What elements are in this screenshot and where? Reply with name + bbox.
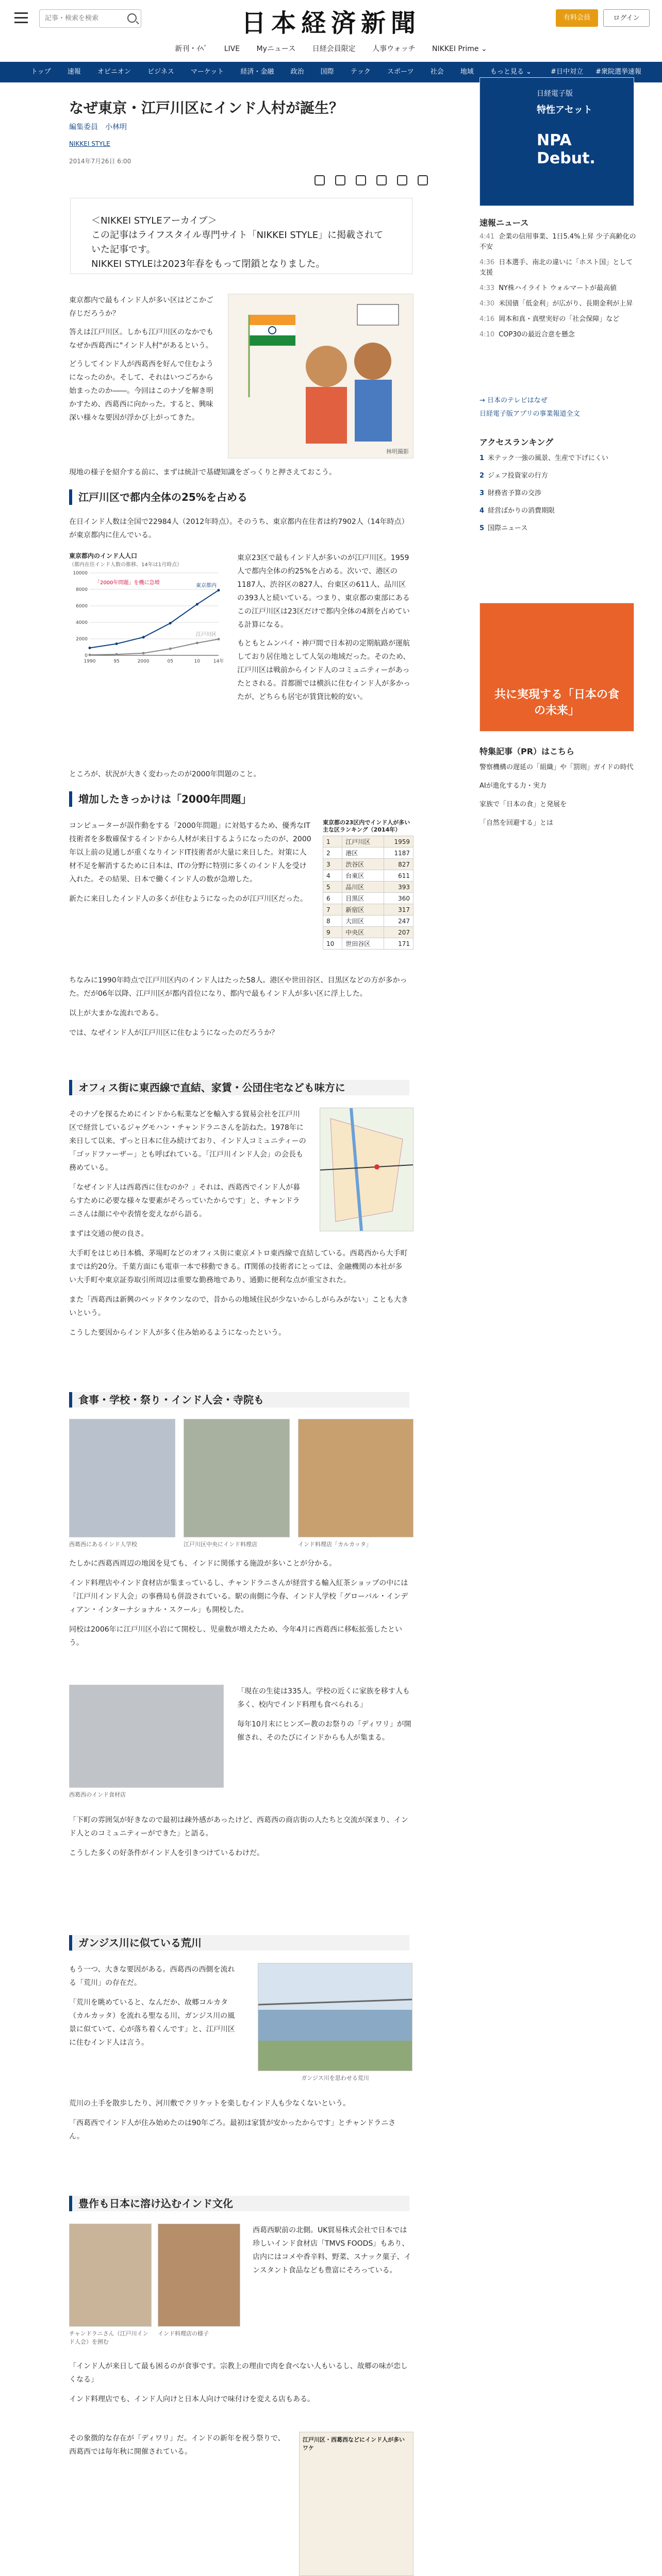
table-cell: 大田区 bbox=[342, 916, 384, 927]
ranking-item[interactable] bbox=[479, 506, 639, 516]
news-item[interactable] bbox=[479, 258, 639, 278]
paragraph: また「西葛西は新興のベッドタウンなので、昔からの地域住民が少ないからしがらみがない」ことも大きいという。 bbox=[69, 1296, 408, 1317]
subnav-item[interactable]: 日経会員限定 bbox=[312, 45, 356, 53]
paragraph: まずは交通の便の良さ。 bbox=[69, 1230, 148, 1238]
print-icon[interactable] bbox=[315, 175, 325, 185]
gift-icon[interactable] bbox=[356, 175, 366, 185]
paragraph: そのナゾを探るためにインドから転業などを輸入する貿易会社を江戸川区で経営しているジャグモハン・チャンドラニさんを訪ねた。1978年に来日して以来、ずっと日本に住み続けており、インド人コミュニティーの「ゴッドファーザー」とも呼ばれている。「江戸川インド人会」の会長も務めている。 bbox=[69, 1110, 306, 1172]
paragraph: 東京都内で最もインド人が多い区はどこかご存じだろうか？ bbox=[69, 296, 213, 318]
paragraph: 「荒川を眺めていると、なんだか、故郷コルカタ（カルカッタ）を流れる聖なる川、ガンジス川の風景に似ていて、心が落ち着くんです」と、江戸川区に住むインド人は言う。 bbox=[69, 1998, 235, 2047]
ranking-item[interactable] bbox=[479, 488, 639, 499]
nav-item[interactable]: 速報 bbox=[67, 68, 81, 76]
ganges-text bbox=[69, 1963, 239, 2049]
illustration-image bbox=[228, 294, 413, 459]
news-text: COP30の最近合意を懸念 bbox=[499, 331, 575, 338]
area-map bbox=[320, 1108, 413, 1231]
archive-notice: ＜NIKKEI STYLEアーカイブ＞ この記事はライフスタイル専門サイト「NIKKEI STYLE」に掲載されていた記事です。 NIKKEI STYLEは2023年春をもって閉鎖となりました。 bbox=[70, 198, 412, 274]
table-cell: 1 bbox=[323, 836, 342, 848]
nav-item[interactable]: もっと見る ⌄ bbox=[490, 68, 532, 76]
ranking-list bbox=[479, 453, 639, 541]
table-row bbox=[323, 938, 413, 950]
paragraph: 同校は2006年に江戸川区小岩にて開校し、児童数が増えたため、今年4月に西葛西に移転拡張したという。 bbox=[69, 1625, 402, 1647]
news-time: 4:33 bbox=[479, 284, 495, 292]
subnav-item[interactable]: LIVE bbox=[224, 45, 240, 53]
street-photo bbox=[184, 1419, 290, 1537]
image-caption: 江戸川区中央にインド料理店 bbox=[184, 1541, 257, 1548]
paragraph: 西葛西駅前の北側。UK貿易株式会社で日本では珍しいインド食材店「TMVS FOODS」もあり、店内にはコメや香辛料、野菜、スナック菓子、インスタント食品なども豊富にそろっている。 bbox=[253, 2226, 411, 2275]
special-header: 特集記事（PR）はこちら bbox=[479, 747, 575, 756]
special-item[interactable]: 警察機構の遅延の「組織」や「罰則」ガイドの時代 bbox=[479, 764, 634, 771]
nav-item[interactable]: テック bbox=[350, 68, 371, 76]
article-date: 2014年7月26日 6:00 bbox=[69, 158, 131, 165]
data-point bbox=[218, 589, 220, 591]
chart-title: 東京都内のインド人人口 bbox=[69, 552, 138, 560]
subscribe-button[interactable]: 有料会員 bbox=[556, 9, 598, 27]
paragraph: 現地の様子を紹介する前に、まずは統計で基礎知識をざっくりと押さえておこう。 bbox=[69, 468, 336, 477]
image-caption: チャンドラニさん（江戸川インド人会）を囲む bbox=[69, 2330, 148, 2345]
section-heading: 食事・学校・祭り・インド人会・寺院も bbox=[69, 1392, 409, 1408]
nav-item[interactable]: オピニオン bbox=[97, 68, 131, 76]
x-tick-label: 1990 bbox=[84, 659, 96, 664]
news-text: 企業の信用事業、1日5.4%上昇 少子高齢化の不安 bbox=[479, 233, 636, 251]
ranking-number: 3 bbox=[479, 489, 485, 497]
special-item[interactable]: AIが進化する力・実力 bbox=[479, 782, 547, 790]
bookmark-icon[interactable] bbox=[335, 175, 345, 185]
info-sidebox bbox=[299, 2432, 413, 2576]
table-cell: 江戸川区 bbox=[342, 836, 384, 848]
table-cell: 317 bbox=[384, 904, 413, 916]
x-tick-label: 14年 bbox=[213, 659, 224, 664]
section-heading: 江戸川区で都内全体の25%を占める bbox=[69, 489, 247, 505]
table-cell: 393 bbox=[384, 882, 413, 893]
table-cell: 中央区 bbox=[342, 927, 384, 938]
ranking-item[interactable] bbox=[479, 471, 639, 481]
data-point bbox=[142, 636, 145, 638]
food-side-text bbox=[237, 1685, 412, 1744]
nav-item[interactable]: 国際 bbox=[320, 68, 334, 76]
data-point bbox=[115, 642, 118, 645]
ranking-text: 国際ニュース bbox=[488, 524, 528, 532]
ward-table bbox=[323, 836, 413, 950]
office-text bbox=[69, 1108, 306, 1241]
data-point bbox=[196, 642, 198, 645]
section-heading: オフィス街に東西線で直結、家賃・公団住宅なども味方に bbox=[69, 1080, 409, 1095]
table-row bbox=[323, 882, 413, 893]
school-photo bbox=[69, 1419, 175, 1537]
paragraph: コンピューターが誤作動をする「2000年問題」に対処するため、優秀なIT技術者を多数確保するインドから人材が来日するようになったのが、2000年以上前の見通しが重くなりインドIT技術者が大量に来日した。対策に人材不足を解消するために日本は、ITの分野に特別に多くのインド人を受け入れた。その結果、日本で働くインド人の数が急増した。 bbox=[69, 822, 311, 884]
link-icon[interactable] bbox=[418, 175, 428, 185]
paragraph: インド料理店やインド食材店が集まっているし、チャンドラニさんが経営する輸入紅茶ショップの中には「江戸川インド人会」の事務局も併設されている。駅の南側に今春、インド人学校「グローバル・インディアン・インターナショナル・スクール」も開校した。 bbox=[69, 1579, 408, 1614]
ranking-text: 経営ばかりの消費期限 bbox=[488, 507, 555, 515]
image-caption: インド料理店の様子 bbox=[158, 2330, 209, 2337]
data-point bbox=[142, 652, 145, 654]
image-caption: 林明撮影 bbox=[386, 448, 409, 455]
y-tick-label: 8000 bbox=[76, 587, 88, 592]
sidebox-title: 江戸川区・西葛西などにインド人が多いワケ bbox=[303, 2436, 405, 2451]
ranking-text: 財務省予算の交渉 bbox=[488, 489, 542, 497]
paragraph: ところが、状況が大きく変わったのが2000年問題のこと。 bbox=[69, 770, 261, 778]
sidebar-ad-food[interactable] bbox=[479, 603, 634, 732]
ward-ranking-table bbox=[323, 819, 413, 950]
chandrani-photo bbox=[69, 2224, 152, 2327]
data-point bbox=[196, 603, 198, 605]
table-cell: 827 bbox=[384, 859, 413, 870]
x-tick-label: 95 bbox=[113, 659, 120, 664]
paragraph: 「なぜインド人は西葛西に住むのか？」それは、西葛西でインド人が暮らすために必要な様々な要素がそろっていたからです」と、チャンドラニさんは顔にやや表情を変えながら語る。 bbox=[69, 1183, 300, 1218]
table-cell: 360 bbox=[384, 893, 413, 904]
paragraph: 答えは江戸川区。しかも江戸川区のなかでもなぜか西葛西に"インド人村"があるという。 bbox=[69, 328, 213, 350]
table-row bbox=[323, 848, 413, 859]
table-cell: 1959 bbox=[384, 836, 413, 848]
paragraph: こうした要因からインド人が多く住み始めるようになったという。 bbox=[69, 1329, 286, 1337]
subnav-item[interactable]: 人事ウォッチ bbox=[372, 45, 416, 53]
section-heading: 増加したきっかけは「2000年問題」 bbox=[69, 791, 252, 807]
river-photo bbox=[258, 1963, 412, 2071]
map-image bbox=[320, 1108, 413, 1231]
y-tick-label: 0 bbox=[85, 653, 88, 658]
x-share-icon[interactable] bbox=[376, 175, 387, 185]
image-caption: 西葛西にあるインド人学校 bbox=[69, 1541, 137, 1548]
paragraph: 在日インド人数は全国で22984人（2012年時点）。そのうち、東京都内在住者は約7902人（14年時点）が東京都内に住んでいる。 bbox=[69, 518, 409, 539]
news-time: 4:30 bbox=[479, 300, 495, 308]
table-row bbox=[323, 893, 413, 904]
paragraph: もう一つ、大きな要因がある。西葛西の西側を流れる「荒川」の存在だ。 bbox=[69, 1965, 235, 1987]
paragraph: 新たに来日したインド人の多くが住むようになったのが江戸川区だった。 bbox=[69, 895, 307, 903]
ranking-item[interactable] bbox=[479, 453, 639, 464]
nav-hashtag[interactable]: #衆院選挙速報 bbox=[595, 68, 641, 76]
ranking-text: 米テック一強の風景、生産で下げにくい bbox=[488, 454, 609, 462]
ranking-header: アクセスランキング bbox=[479, 437, 554, 447]
office-text-2 bbox=[69, 1247, 409, 1340]
paragraph: 毎年10月末にヒンズー教のお祭りの「ディワリ」が開催され、そのたびにインドからも人が集まる。 bbox=[237, 1720, 411, 1742]
nav-item[interactable]: スポーツ bbox=[387, 68, 414, 76]
table-cell: 171 bbox=[384, 938, 413, 950]
table-title: 東京都の23区内でインド人が多い主な区ランキング（2014年） bbox=[323, 819, 410, 833]
ranking-number: 2 bbox=[479, 472, 485, 480]
table-cell: 5 bbox=[323, 882, 342, 893]
paragraph: その象徴的な存在が「ディワリ」だ。インドの新年を祝う祭りで、西葛西では毎年秋に開催されている。 bbox=[69, 2434, 285, 2456]
image-caption: インド料理店「カルカッタ」 bbox=[298, 1541, 372, 1548]
food-text bbox=[69, 1557, 409, 1650]
paragraph: こうした多くの好条件がインド人を引きつけているわけだ。 bbox=[69, 1849, 264, 1857]
table-row bbox=[323, 904, 413, 916]
news-text: 日本選手、南北の違いに「ホスト国」として支援 bbox=[479, 259, 633, 277]
news-list bbox=[479, 232, 639, 345]
table-cell: 渋谷区 bbox=[342, 859, 384, 870]
table-cell: 207 bbox=[384, 927, 413, 938]
table-cell: 3 bbox=[323, 859, 342, 870]
table-cell: 4 bbox=[323, 870, 342, 882]
paragraph: 「西葛西でインド人が住み始めたのは90年ごろ。最初は家賃が安かったからです」とチャンドラニさん。 bbox=[69, 2119, 396, 2141]
paragraph: もともとムンバイ・神戸間で日本初の定期航路が運航しており居住地として人気の地域だった。そのため、江戸川区は戦前からインド人のコミュニティーがあったとされる。首都圏では横浜に住むインド人が多かったが、どちらも居宅が賃貸比較的安い。 bbox=[237, 639, 410, 701]
india-flag-illustration bbox=[228, 294, 413, 458]
paragraph: 東京23区で最もインド人が多いのが江戸川区。1959人で都内全体の約25%を占める。次いで、港区の1187人、渋谷区の827人、台東区の611人、品川区の393人と続いている。つまり、東京都の東部にあるこの江戸川区は23区だけで都内全体の4割を占めている計算になる。 bbox=[237, 554, 410, 629]
section-heading: 豊作も日本に溶け込むインド文化 bbox=[69, 2196, 409, 2211]
ganges-text-2 bbox=[69, 2097, 409, 2143]
table-row bbox=[323, 916, 413, 927]
paragraph: 大手町をはじめ日本橋、茅場町などのオフィス街に東京メトロ東西線で直結している。西葛西から大手町までは約20分。千葉方面にも電車一本で移動できる。IT関係の技術者にとっては、金融機関の本社が多い大手町や東京証券取引所周辺は重要な勤務地であり、通勤に便利な点が重宝された。 bbox=[69, 1249, 408, 1284]
image-caption: 西葛西のインド食材店 bbox=[69, 1791, 126, 1798]
nav-item[interactable]: 社会 bbox=[430, 68, 444, 76]
ranking-item[interactable] bbox=[479, 523, 639, 534]
table-cell: 1187 bbox=[384, 848, 413, 859]
table-cell: 港区 bbox=[342, 848, 384, 859]
y2k-text bbox=[69, 819, 311, 906]
article-byline[interactable]: 編集委員 小林明 bbox=[69, 123, 127, 131]
x-tick-label: 05 bbox=[167, 659, 173, 664]
news-header: 速報ニュース bbox=[479, 218, 529, 228]
facebook-icon[interactable] bbox=[397, 175, 407, 185]
subnav-item[interactable]: NIKKEI Prime ⌄ bbox=[432, 45, 487, 53]
series-label: 東京都内 bbox=[196, 583, 217, 589]
table-cell: 8 bbox=[323, 916, 342, 927]
ad-sub: NPA Debut. bbox=[537, 131, 595, 167]
news-time: 4:36 bbox=[479, 259, 495, 266]
app-link[interactable]: 日経電子版アプリの事業報道全文 bbox=[479, 410, 580, 418]
news-time: 4:41 bbox=[479, 233, 495, 241]
nav-item[interactable]: 経済・金融 bbox=[240, 68, 274, 76]
paragraph: ちなみに1990年時点で江戸川区内のインド人はたった58人。港区や世田谷区、目黒区などの方が多かった。だが06年以降、江戸川区が都内首位になり、都内で最もインド人が多い区に浮上した。 bbox=[69, 976, 407, 998]
paragraph: どうしてインド人が西葛西を好んで住むようになったのか。そして、それはいつごろから始まったのか――。今回はこのナゾを解き明かすため、西葛西に向かった。すると、興味深い様々な要因が浮かび上がってきた。 bbox=[69, 360, 213, 422]
news-item[interactable] bbox=[479, 330, 639, 340]
special-item[interactable]: 「自然を回避する」とは bbox=[479, 819, 554, 827]
table-cell: 7 bbox=[323, 904, 342, 916]
ad-title: 特性アセット bbox=[537, 105, 592, 115]
y2k-text-2 bbox=[69, 974, 409, 1040]
nav-item[interactable]: 地域 bbox=[460, 68, 474, 76]
ranking-text: ジェフ投資家の行方 bbox=[488, 472, 548, 480]
food-text-2 bbox=[69, 1814, 409, 1860]
nav-item[interactable]: ビジネス bbox=[147, 68, 174, 76]
y-tick-label: 6000 bbox=[76, 604, 88, 609]
table-row bbox=[323, 927, 413, 938]
share-bar bbox=[304, 175, 428, 188]
table-cell: 10 bbox=[323, 938, 342, 950]
news-text: NY株ハイライト ウォルマートが最高値 bbox=[499, 284, 617, 292]
y-tick-label: 10000 bbox=[73, 571, 88, 576]
paragraph: たしかに西葛西周辺の地図を見ても、インドに関係する施設が多いことが分かる。 bbox=[69, 1560, 336, 1568]
news-text: 岡本和真・真壁実好の「社会保障」など bbox=[499, 315, 620, 323]
nav-hashtag[interactable]: #日中対立 bbox=[551, 68, 583, 76]
series-label: 江戸川区 bbox=[196, 632, 217, 638]
river-illustration bbox=[258, 1963, 412, 2071]
table-row bbox=[323, 836, 413, 848]
news-time: 4:10 bbox=[479, 331, 495, 338]
chart-svg bbox=[69, 568, 224, 671]
table-cell: 2 bbox=[323, 848, 342, 859]
sidebar-ad-npa[interactable] bbox=[479, 77, 634, 206]
data-point bbox=[169, 622, 172, 624]
subnav-item[interactable]: 新刊・ｲﾍﾞ bbox=[175, 45, 208, 53]
table-cell: 目黒区 bbox=[342, 893, 384, 904]
ad-brand: 日経電子版 bbox=[537, 90, 573, 98]
data-point bbox=[115, 653, 118, 656]
nav-item[interactable]: トップ bbox=[31, 68, 51, 76]
paragraph: 「下町の雰囲気が好きなので最初は疎外感があったけど、西葛西の商店街の人たちと交流が深まり、インド人とのコミュニティーができた」と語る。 bbox=[69, 1816, 408, 1838]
y-tick-label: 4000 bbox=[76, 620, 88, 625]
intro-text bbox=[69, 294, 219, 430]
x-tick-label: 10 bbox=[194, 659, 201, 664]
news-text: 米国債「低金利」が広がり、長期金利が上昇 bbox=[499, 300, 633, 308]
table-cell: 6 bbox=[323, 893, 342, 904]
table-cell: 新宿区 bbox=[342, 904, 384, 916]
table-cell: 台東区 bbox=[342, 870, 384, 882]
ranking-number: 4 bbox=[479, 507, 485, 515]
special-item[interactable]: 家族で「日本の食」と発展を bbox=[479, 801, 567, 808]
population-chart bbox=[69, 551, 224, 675]
chart-subtitle: （都内在住インド人数の推移、14年は1月時点） bbox=[69, 562, 183, 568]
more-news-link[interactable]: → 日本のテレビはなぜ bbox=[479, 397, 548, 404]
section-heading: ガンジス川に似ている荒川 bbox=[69, 1935, 409, 1951]
table-row bbox=[323, 859, 413, 870]
nav-item[interactable]: 政治 bbox=[290, 68, 304, 76]
nav-item[interactable]: マーケット bbox=[190, 68, 224, 76]
table-cell: 世田谷区 bbox=[342, 938, 384, 950]
table-row bbox=[323, 870, 413, 882]
table-cell: 247 bbox=[384, 916, 413, 927]
paragraph: 以上が大まかな流れである。 bbox=[69, 1009, 163, 1018]
restaurant-interior-photo bbox=[158, 2224, 240, 2327]
series-line bbox=[90, 639, 219, 655]
x-tick-label: 2000 bbox=[137, 659, 150, 664]
top-bar bbox=[0, 0, 662, 37]
data-point bbox=[89, 654, 91, 656]
paragraph: では、なぜインド人が江戸川区に住むようになったのだろうか？ bbox=[69, 1029, 278, 1037]
special-list bbox=[479, 762, 639, 837]
subnav-item[interactable]: Myニュース bbox=[256, 45, 296, 53]
news-item[interactable] bbox=[479, 283, 639, 294]
news-item[interactable] bbox=[479, 299, 639, 309]
paragraph: 荒川の土手を散歩したり、河川敷でクリケットを楽しむインド人も少なくないという。 bbox=[69, 2099, 351, 2108]
paragraph: 「インド人が来日して最も困るのが食事です。宗教上の理由で肉を食べない人もいるし、故郷の味が恋しくなる」 bbox=[69, 2362, 408, 2384]
food2-text bbox=[69, 2360, 409, 2412]
data-point bbox=[218, 638, 220, 640]
stats-right-text bbox=[237, 551, 412, 704]
news-item[interactable] bbox=[479, 232, 639, 252]
data-point bbox=[169, 648, 172, 650]
image-caption: ガンジス川を思わせる荒川 bbox=[301, 2075, 369, 2081]
ad-title: 共に実現する「日本の食の未来」 bbox=[494, 688, 619, 717]
news-item[interactable] bbox=[479, 314, 639, 325]
chart-annotation: 「2000年問題」を機に急増 bbox=[95, 580, 160, 586]
series-line bbox=[90, 590, 219, 648]
article-tag[interactable]: NIKKEI STYLE bbox=[69, 140, 110, 147]
paragraph: 「現在の生徒は335人。学校の近くに家族を移す人も多く、校内でインド料理も食べられる」 bbox=[237, 1687, 410, 1709]
shop-photo bbox=[69, 1685, 224, 1788]
table-cell: 品川区 bbox=[342, 882, 384, 893]
article-title: なぜ東京・江戸川区にインド人村が誕生？ bbox=[69, 99, 344, 116]
site-logo[interactable]: 日本経済新聞 bbox=[241, 9, 421, 38]
ranking-number: 1 bbox=[479, 454, 485, 462]
paragraph: インド料理店でも、インド人向けと日本人向けで味付けを変える店もある。 bbox=[69, 2395, 315, 2403]
table-cell: 611 bbox=[384, 870, 413, 882]
restaurant-photo bbox=[298, 1419, 413, 1537]
data-point bbox=[89, 647, 91, 649]
ranking-number: 5 bbox=[479, 524, 485, 532]
news-time: 4:16 bbox=[479, 315, 495, 323]
login-button[interactable]: ログイン bbox=[603, 9, 650, 27]
table-cell: 9 bbox=[323, 927, 342, 938]
sub-navigation bbox=[0, 43, 662, 57]
y-tick-label: 2000 bbox=[76, 637, 88, 642]
